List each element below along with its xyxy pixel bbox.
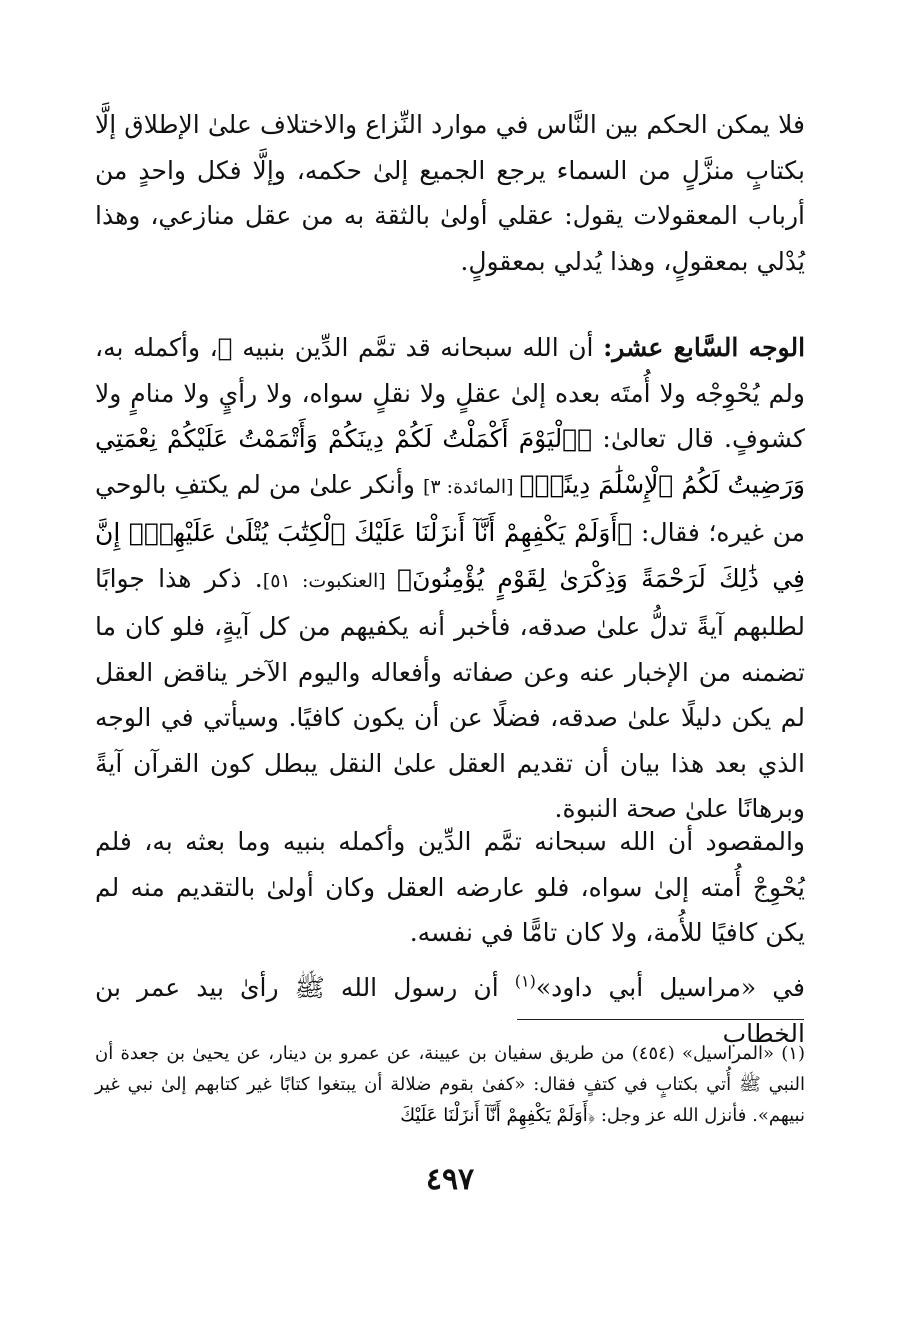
paragraph-3	[95, 819, 805, 956]
section-heading: الوجه السَّابع عشر:	[603, 333, 806, 362]
paragraph-2-text-b: وأنكر علىٰ من لم يكتفِ بالوحي من غيره؛ فقال:	[95, 469, 805, 547]
footnote-text: «المراسيل» (٤٥٤) من طريق سفيان بن عيينة، عن عمرو بن دينار، عن يحيىٰ بن جعدة أن النبي ﷺ أُتي بكتابٍ في كتفٍ فقال: «كفىٰ بقوم ضلالة أن يبتغوا كتابًا غير كتابهم إلىٰ نبي غير نبيهم». فأنزل الله عز وجل:	[95, 1043, 805, 1126]
paragraph-2-text-a: أن الله سبحانه قد تمَّم الدِّين بنبيه ﷺ، وأكمله به، ولم يُحْوِجْه ولا أُمتَه بعده إلىٰ عقلٍ ولا نقلٍ سواه، ولا رأيٍ ولا منامٍ ولا كشوفٍ. قال تعالىٰ:	[95, 333, 805, 453]
paragraph-1	[95, 102, 805, 284]
footnote-number: (١)	[781, 1043, 805, 1064]
paragraph-2-text-c: . ذكر هذا جوابًا لطلبهم آيةً تدلُّ علىٰ صدقه، فأخبر أنه يكفيهم من كل آيةٍ، فلو كان ما تضمنه من الإخبار عنه وعن صفاته وأفعاله واليوم الآخر يناقض العقل لم يكن دليلًا علىٰ صدقه، فضلًا عن أن يكون كافيًا. وسيأتي في الوجه الذي بعد هذا بيان أن تقديم العقل علىٰ النقل يبطل كون القرآن آيةً وبرهانًا علىٰ صحة النبوة.	[95, 563, 805, 823]
paragraph-4-text-a: في «مراسيل أبي داود»	[535, 973, 805, 1002]
page-number: ٤٩٧	[425, 1162, 475, 1197]
footnote	[95, 1038, 805, 1131]
paragraph-2	[95, 325, 805, 832]
paragraph-4-text-b: أن رسول الله ﷺ رأىٰ بيد عمر بن الخطاب	[95, 973, 805, 1048]
verse-reference-ankabut: [العنكبوت: ٥١]	[262, 569, 398, 592]
paragraph-3-text: والمقصود أن الله سبحانه تمَّم الدِّين وأكمله بنبيه وما بعثه به، فلم يُحْوِجْ أُمته إلىٰ سواه، فلو عارضه العقل وكان أولىٰ بالتقديم منه لم يكن كافيًا للأُمة، ولا كان تامًّا في نفسه.	[95, 827, 805, 947]
quran-verse-maidah: ﴿ٱلْيَوْمَ أَكْمَلْتُ لَكُمْ دِينَكُمْ وَأَتْمَمْتُ عَلَيْكُمْ نِعْمَتِي وَرَضِيتُ لَكُمُ ٱلْإِسْلَٰمَ دِينًاۚ﴾	[95, 424, 805, 499]
footnote-marker-link[interactable]: (١)	[514, 971, 536, 991]
verse-reference-maidah: [المائدة: ٣]	[422, 475, 520, 498]
footnote-quran-verse: ﴿أَوَلَمْ يَكْفِهِمْ أَنَّآ أَنزَلْنَا عَلَيْكَ	[400, 1105, 596, 1126]
quran-verse-ankabut: ﴿أَوَلَمْ يَكْفِهِمْ أَنَّآ أَنزَلْنَا عَلَيْكَ ٱلْكِتَٰبَ يُتْلَىٰ عَلَيْهِمْۚ إِنَّ فِي ذَٰلِكَ لَرَحْمَةً وَذِكْرَىٰ لِقَوْمٍ يُؤْمِنُونَ﴾	[95, 518, 805, 593]
footnote-divider	[517, 1019, 804, 1020]
paragraph-1-text: فلا يمكن الحكم بين النَّاس في موارد النِّزاع والاختلاف علىٰ الإطلاق إلَّا بكتابٍ منزَّلٍ من السماء يرجع الجميع إلىٰ حكمه، وإلَّا فكل واحدٍ من أرباب المعقولات يقول: عقلي أولىٰ بالثقة به من عقل منازعي، وهذا يُدْلي بمعقولٍ، وهذا يُدلي بمعقولٍ.	[95, 110, 805, 276]
